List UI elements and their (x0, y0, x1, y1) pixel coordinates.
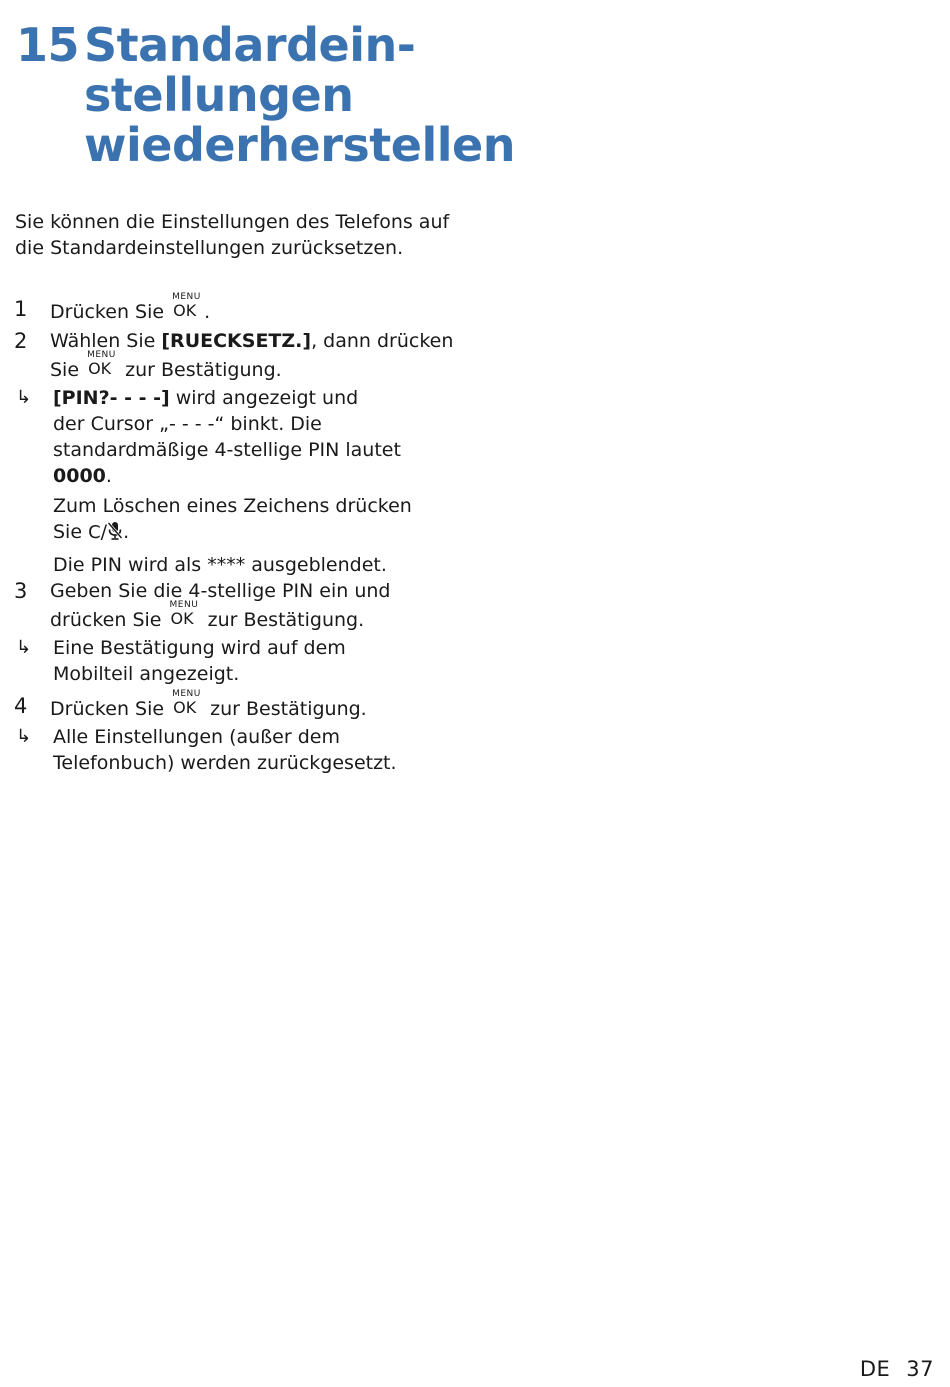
display-text: [PIN?- - - -] (53, 387, 170, 409)
title-line-1: Standardein- (84, 18, 416, 72)
steps-list (14, 292, 464, 776)
step-3-result: ↳ Eine Bestätigung wird auf dem Mobilteil angezeigt. (16, 637, 346, 685)
language-code: DE (859, 1357, 891, 1381)
step-text: Drücken Sie (50, 301, 165, 323)
step-text-end: . (204, 301, 211, 323)
step-1 (14, 292, 464, 325)
intro-line-2: die Standardeinstellungen zurücksetzen. (15, 237, 404, 259)
step-number: 4 (14, 694, 28, 718)
step-number: 3 (14, 579, 28, 603)
step-1-line (50, 292, 464, 325)
step-4: 4 Drücken Sie MENU OK zur Bestätigung. (14, 689, 367, 720)
step-2 (14, 328, 464, 383)
step-2-note-2: Die PIN wird als **** ausgeblendet. (53, 554, 387, 576)
step-2-note-1: Zum Löschen eines Zeichens drücken Sie C/ . (53, 493, 464, 548)
chapter-title-lines (84, 20, 515, 170)
result-arrow-icon: ↳ (16, 387, 32, 408)
result-arrow-icon: ↳ (16, 726, 32, 747)
step-2-result: ↳ [PIN?- - - -] wird angezeigt und der Cursor „- - - -“ binkt. Die standardmäßige 4-stellige PIN lautet 0000. Zum Löschen eines Zeichens drücken Sie C/ . Die PIN wird als **** ausgeblendet. (14, 385, 464, 578)
c-key-icon: C (88, 522, 101, 543)
page-number: 37 (906, 1357, 934, 1381)
chapter-number: 15 (16, 18, 80, 72)
menu-ok-key-icon: MENU OK (169, 600, 199, 628)
step-3: 3 Geben Sie die 4-stellige PIN ein und drücken Sie MENU OK zur Bestätigung. (14, 579, 391, 631)
default-pin: 0000 (53, 465, 106, 487)
intro-line-1: Sie können die Einstellungen des Telefons auf (15, 211, 450, 233)
menu-ok-key-icon: MENU OK (172, 292, 201, 320)
step-number: 1 (14, 297, 28, 321)
step-2-line-1: Wählen Sie [RUECKSETZ.], dann drücken (50, 330, 454, 352)
title-line-2: stellungen (84, 68, 354, 122)
result-arrow-icon: ↳ (16, 637, 32, 658)
step-number: 2 (14, 329, 28, 353)
menu-ok-key-icon: MENU OK (87, 350, 116, 378)
menu-option-label: [RUECKSETZ.] (161, 330, 312, 352)
page-footer (860, 1357, 934, 1381)
title-line-3: wiederherstellen (84, 118, 515, 172)
menu-ok-key-icon: MENU OK (172, 689, 201, 717)
step-2-line-2: Sie MENU OK zur Bestätigung. (50, 350, 282, 381)
intro-paragraph (15, 209, 465, 261)
step-4-result: ↳ Alle Einstellungen (außer dem Telefonbuch) werden zurückgesetzt. (16, 726, 397, 774)
microphone-mute-icon (107, 521, 123, 548)
